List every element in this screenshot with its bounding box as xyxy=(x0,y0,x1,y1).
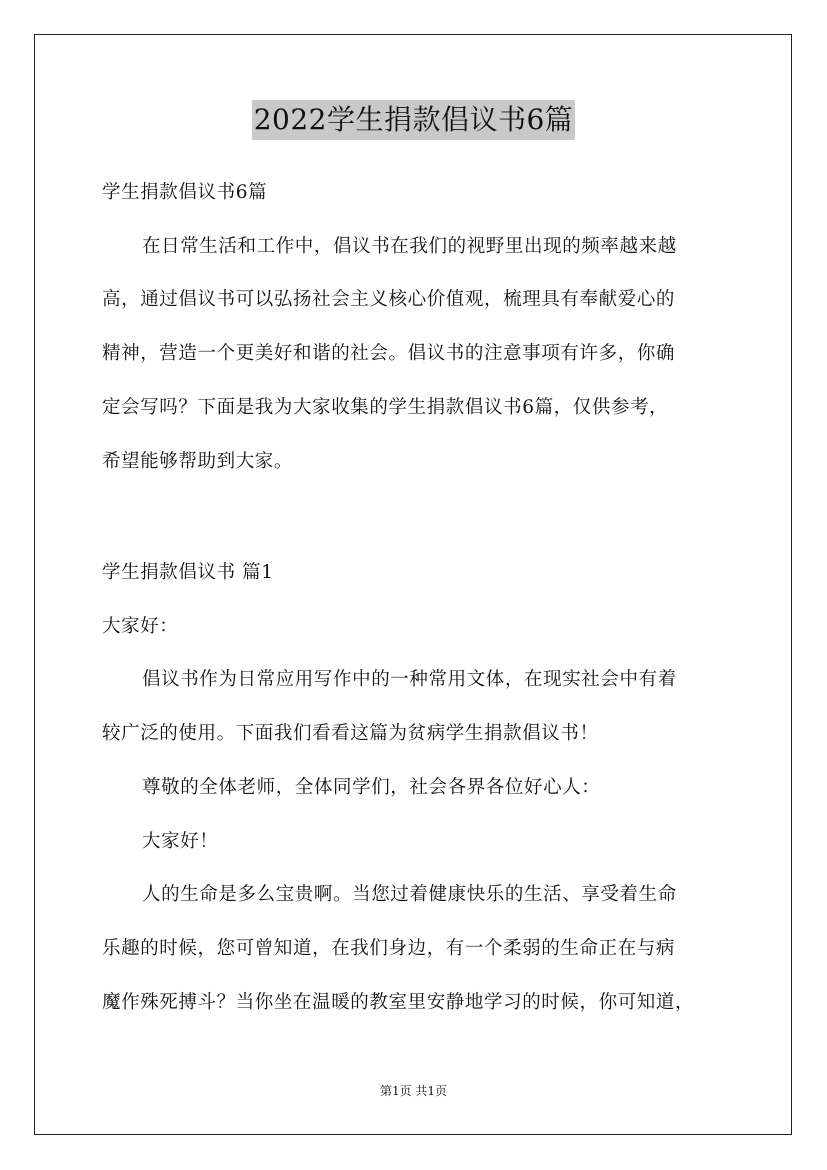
document-title: 2022学生捐款倡议书6篇 xyxy=(252,100,576,140)
greeting-line: 大家好！ xyxy=(142,831,219,852)
paragraph-line: 乐趣的时候，您可曾知道，在我们身边，有一个柔弱的生命正在与病 xyxy=(102,938,676,959)
title-container xyxy=(0,100,827,140)
section-heading: 学生捐款倡议书6篇 xyxy=(102,182,268,203)
section-heading: 学生捐款倡议书 篇1 xyxy=(102,562,274,583)
paragraph-line: 较广泛的使用。下面我们看看这篇为贫病学生捐款倡议书！ xyxy=(102,723,599,744)
paragraph-line: 人的生命是多么宝贵啊。当您过着健康快乐的生活、享受着生命 xyxy=(142,884,677,905)
paragraph-line: 精神，营造一个更美好和谐的社会。倡议书的注意事项有许多，你确 xyxy=(102,343,676,364)
paragraph-line: 定会写吗？下面是我为大家收集的学生捐款倡议书6篇，仅供参考， xyxy=(102,397,669,418)
paragraph-line: 高，通过倡议书可以弘扬社会主义核心价值观，梳理具有奉献爱心的 xyxy=(102,289,676,310)
paragraph-line: 魔作殊死搏斗？当你坐在温暖的教室里安静地学习的时候，你可知道， xyxy=(102,992,695,1013)
paragraph-line: 希望能够帮助到大家。 xyxy=(102,451,294,472)
paragraph-line: 倡议书作为日常应用写作中的一种常用文体，在现实社会中有着 xyxy=(142,669,677,690)
paragraph-line: 在日常生活和工作中，倡议书在我们的视野里出现的频率越来越 xyxy=(142,236,677,257)
page-number-footer: 第1页 共1页 xyxy=(379,1084,448,1098)
salutation-line: 尊敬的全体老师，全体同学们，社会各界各位好心人： xyxy=(142,777,601,798)
greeting-line: 大家好： xyxy=(102,616,179,637)
